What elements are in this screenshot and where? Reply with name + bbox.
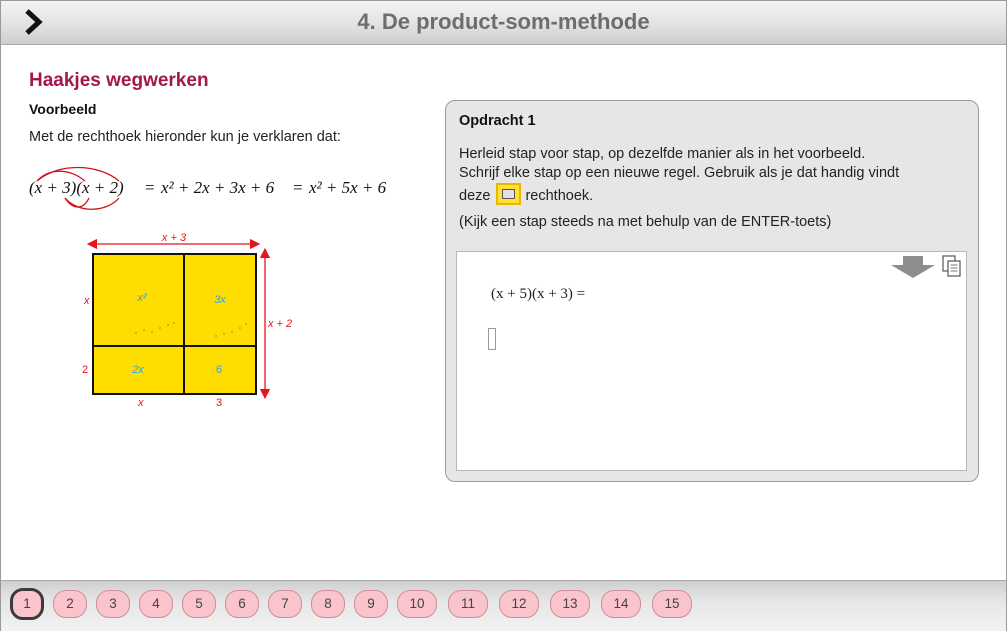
left-label-x: x	[84, 295, 90, 307]
formula-left: (x + 3)(x + 2)	[29, 178, 124, 197]
page-button-12[interactable]: 12	[499, 590, 539, 618]
page-button-11[interactable]: 11	[448, 590, 488, 618]
cell-bottom-right: 6	[215, 364, 223, 376]
bottom-label-x: x	[138, 397, 144, 409]
cell-top-left: x²	[137, 292, 147, 304]
instruction-rechthoek: rechthoek.	[525, 187, 594, 204]
page-button-4[interactable]: 4	[139, 590, 173, 618]
page-button-7[interactable]: 7	[268, 590, 302, 618]
instruction-deze: deze	[459, 187, 491, 204]
assignment-title: Opdracht 1	[459, 113, 536, 129]
page-button-15[interactable]: 15	[652, 590, 692, 618]
cell-bottom-left: 2x	[132, 364, 144, 376]
example-subheading: Voorbeeld	[29, 101, 97, 117]
page-button-8[interactable]: 8	[311, 590, 345, 618]
instruction-line-2: Schrijf elke stap op een nieuwe regel. Gebruik als je dat handig vindt	[459, 165, 900, 181]
right-label: x + 2	[268, 318, 293, 330]
page-button-6[interactable]: 6	[225, 590, 259, 618]
page-button-13[interactable]: 13	[550, 590, 590, 618]
page-button-2[interactable]: 2	[53, 590, 87, 618]
header-bar	[1, 1, 1006, 45]
page-button-1[interactable]: 1	[10, 588, 44, 620]
down-arrow-icon[interactable]	[890, 255, 936, 279]
rectangle-icon	[502, 189, 515, 199]
assignment-panel	[445, 100, 979, 482]
input-cursor-box[interactable]	[488, 328, 496, 350]
page-title: 4. De product-som-methode	[357, 9, 650, 34]
section-heading: Haakjes wegwerken	[29, 70, 209, 91]
page-button-5[interactable]: 5	[182, 590, 216, 618]
copy-icon[interactable]	[940, 254, 964, 278]
page-button-14[interactable]: 14	[601, 590, 641, 618]
formula-equals-2: =	[293, 178, 303, 197]
intro-text: Met de rechthoek hieronder kun je verklaren dat:	[29, 129, 341, 145]
instruction-line-1: Herleid stap voor stap, op dezelfde manier als in het voorbeeld.	[459, 146, 866, 162]
page-button-10[interactable]: 10	[397, 590, 437, 618]
left-label-2: 2	[82, 364, 89, 376]
enter-hint: (Kijk een stap steeds na met behulp van de ENTER-toets)	[459, 214, 832, 230]
pagination-bar	[1, 580, 1006, 631]
formula-step2: x² + 5x + 6	[309, 178, 387, 197]
answer-editor[interactable]	[456, 251, 967, 471]
area-rectangle	[93, 254, 256, 394]
given-expression: (x + 5)(x + 3) =	[491, 286, 586, 302]
page-button-3[interactable]: 3	[96, 590, 130, 618]
rectangle-tool-button[interactable]	[496, 183, 521, 205]
page-button-9[interactable]: 9	[354, 590, 388, 618]
bottom-label-3: 3	[216, 397, 223, 409]
instruction-line-3	[459, 185, 593, 207]
formula-step1: x² + 2x + 3x + 6	[161, 178, 275, 197]
area-rectangle-diagram	[78, 228, 308, 418]
top-label: x + 3	[161, 232, 187, 244]
cell-top-right: 3x	[214, 294, 226, 306]
formula-equals-1: =	[145, 178, 155, 197]
example-formula	[29, 166, 389, 214]
